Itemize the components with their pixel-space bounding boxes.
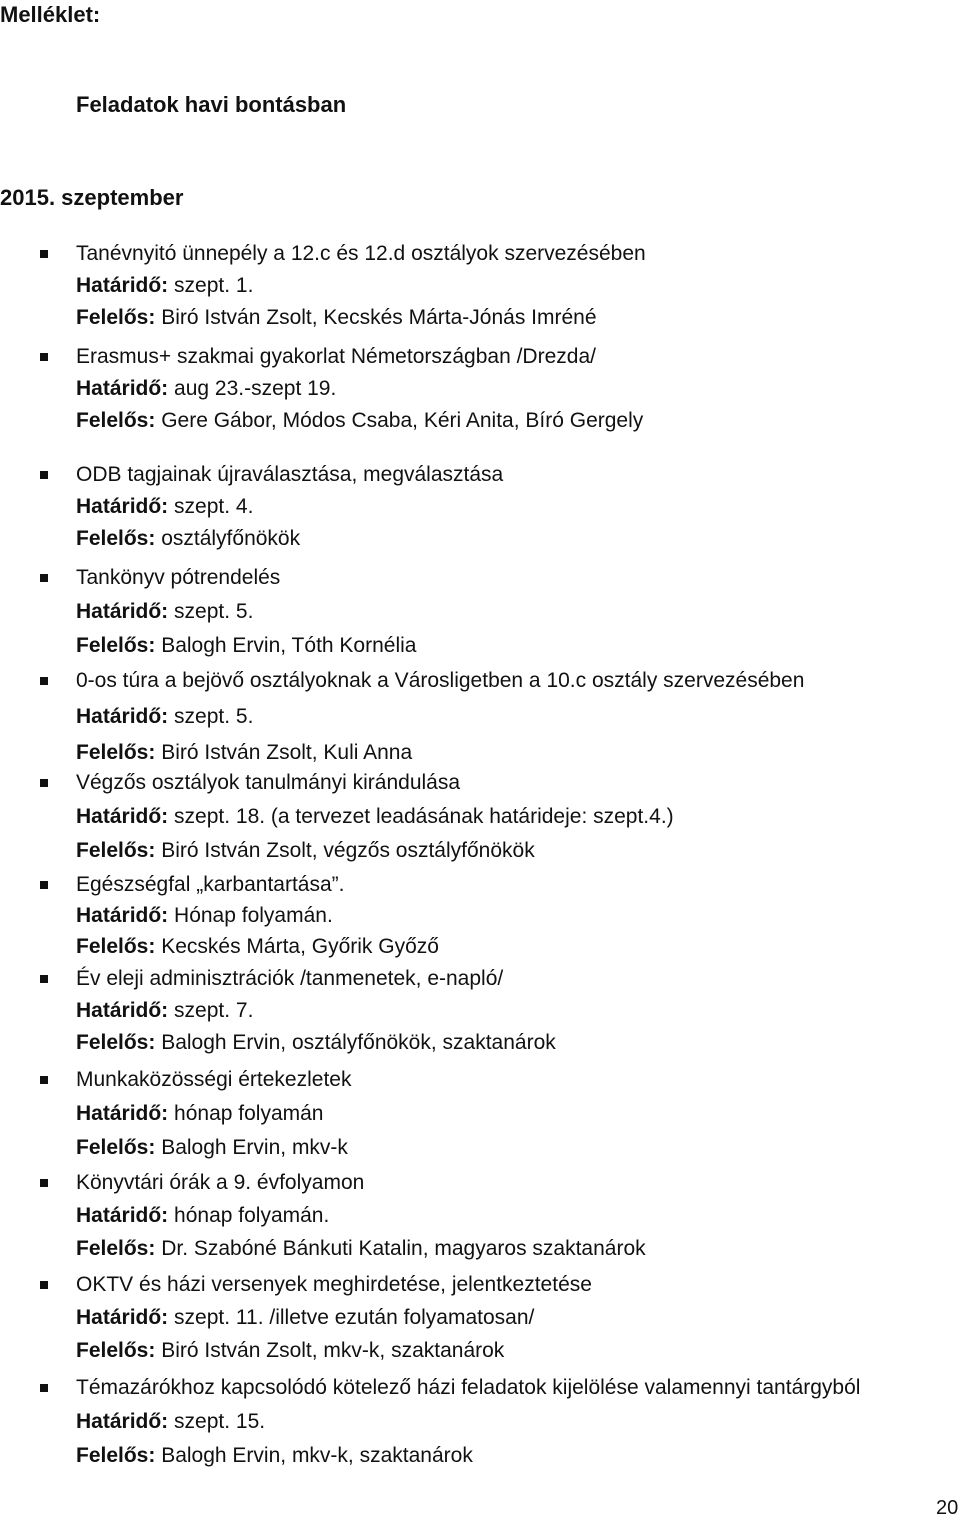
task-deadline	[76, 904, 333, 928]
bullet-icon	[40, 1179, 48, 1187]
deadline-value: szept. 18. (a tervezet leadásának határideje: szept.4.)	[174, 805, 674, 828]
responsible-label: Felelős:	[76, 1237, 156, 1260]
task-responsible	[76, 935, 439, 959]
deadline-label: Határidő:	[76, 705, 169, 728]
deadline-value: szept. 1.	[174, 274, 254, 297]
page-number: 20	[936, 1497, 959, 1519]
deadline-label: Határidő:	[76, 600, 169, 623]
task-responsible	[76, 1136, 348, 1160]
responsible-value: Biró István Zsolt, mkv-k, szaktanárok	[161, 1339, 505, 1362]
task-deadline	[76, 805, 674, 829]
deadline-value: Hónap folyamán.	[174, 904, 333, 927]
responsible-label: Felelős:	[76, 839, 156, 862]
bullet-icon	[40, 353, 48, 361]
deadline-value: hónap folyamán.	[174, 1204, 330, 1227]
task-title: Témazárókhoz kapcsolódó kötelező házi feladatok kijelölése valamennyi tantárgyból	[76, 1376, 861, 1399]
task-deadline	[76, 705, 253, 729]
task-responsible	[76, 409, 643, 433]
deadline-label: Határidő:	[76, 999, 169, 1022]
task-responsible	[76, 527, 300, 551]
task-responsible	[76, 1031, 556, 1055]
task-title: OKTV és házi versenyek meghirdetése, jelentkeztetése	[76, 1273, 592, 1296]
document-subtitle: Feladatok havi bontásban	[76, 92, 347, 117]
month-heading: 2015. szeptember	[0, 185, 184, 210]
deadline-value: hónap folyamán	[174, 1102, 324, 1125]
responsible-value: Biró István Zsolt, Kuli Anna	[161, 741, 413, 764]
deadline-value: szept. 5.	[174, 600, 254, 623]
deadline-label: Határidő:	[76, 1410, 169, 1433]
task-title: Tanévnyitó ünnepély a 12.c és 12.d osztályok szervezésében	[76, 242, 646, 265]
task-title: Erasmus+ szakmai gyakorlat Németországban /Drezda/	[76, 345, 596, 368]
responsible-label: Felelős:	[76, 527, 156, 550]
responsible-label: Felelős:	[76, 935, 156, 958]
task-deadline	[76, 377, 336, 401]
responsible-value: Balogh Ervin, mkv-k	[161, 1136, 348, 1159]
responsible-value: Balogh Ervin, mkv-k, szaktanárok	[161, 1444, 473, 1467]
bullet-icon	[40, 1384, 48, 1392]
task-responsible	[76, 634, 416, 658]
bullet-icon	[40, 250, 48, 258]
responsible-value: Biró István Zsolt, végzős osztályfőnökök	[161, 839, 535, 862]
deadline-value: szept. 15.	[174, 1410, 266, 1433]
task-title: Könyvtári órák a 9. évfolyamon	[76, 1171, 365, 1194]
responsible-value: Balogh Ervin, osztályfőnökök, szaktanárok	[161, 1031, 556, 1054]
task-deadline	[76, 1410, 265, 1434]
deadline-label: Határidő:	[76, 495, 169, 518]
task-deadline	[76, 600, 253, 624]
responsible-label: Felelős:	[76, 1339, 156, 1362]
deadline-value: szept. 7.	[174, 999, 254, 1022]
task-responsible	[76, 741, 412, 765]
deadline-label: Határidő:	[76, 377, 169, 400]
task-deadline	[76, 274, 253, 298]
deadline-value: szept. 11. /illetve ezután folyamatosan/	[174, 1306, 535, 1329]
responsible-label: Felelős:	[76, 741, 156, 764]
responsible-label: Felelős:	[76, 1136, 156, 1159]
deadline-label: Határidő:	[76, 1102, 169, 1125]
deadline-value: szept. 5.	[174, 705, 254, 728]
deadline-label: Határidő:	[76, 1306, 169, 1329]
bullet-icon	[40, 881, 48, 889]
task-title: 0-os túra a bejövő osztályoknak a Városligetben a 10.c osztály szervezésében	[76, 669, 805, 692]
responsible-label: Felelős:	[76, 1444, 156, 1467]
responsible-value: Biró István Zsolt, Kecskés Márta-Jónás Imréné	[161, 306, 597, 329]
task-deadline	[76, 1306, 534, 1330]
task-responsible	[76, 1444, 473, 1468]
task-deadline	[76, 1204, 329, 1228]
task-deadline	[76, 495, 253, 519]
page-heading: Melléklet:	[0, 2, 101, 27]
task-title: ODB tagjainak újraválasztása, megválasztása	[76, 463, 504, 486]
responsible-label: Felelős:	[76, 1031, 156, 1054]
responsible-value: Balogh Ervin, Tóth Kornélia	[161, 634, 417, 657]
task-title: Végzős osztályok tanulmányi kirándulása	[76, 771, 461, 794]
task-responsible	[76, 1237, 646, 1261]
bullet-icon	[40, 574, 48, 582]
task-responsible	[76, 839, 535, 863]
bullet-icon	[40, 471, 48, 479]
task-title: Év eleji adminisztrációk /tanmenetek, e-napló/	[76, 967, 504, 990]
deadline-label: Határidő:	[76, 805, 169, 828]
task-responsible	[76, 1339, 504, 1363]
responsible-label: Felelős:	[76, 634, 156, 657]
task-title: Munkaközösségi értekezletek	[76, 1068, 352, 1091]
task-deadline	[76, 999, 253, 1023]
bullet-icon	[40, 1076, 48, 1084]
responsible-value: Kecskés Márta, Győrik Győző	[161, 935, 439, 958]
deadline-label: Határidő:	[76, 1204, 169, 1227]
responsible-label: Felelős:	[76, 409, 156, 432]
responsible-value: osztályfőnökök	[161, 527, 301, 550]
deadline-value: szept. 4.	[174, 495, 254, 518]
responsible-value: Dr. Szabóné Bánkuti Katalin, magyaros szaktanárok	[161, 1237, 646, 1260]
bullet-icon	[40, 1281, 48, 1289]
deadline-label: Határidő:	[76, 904, 169, 927]
task-title: Tankönyv pótrendelés	[76, 566, 281, 589]
task-responsible	[76, 306, 597, 330]
responsible-value: Gere Gábor, Módos Csaba, Kéri Anita, Bíró Gergely	[161, 409, 644, 432]
bullet-icon	[40, 677, 48, 685]
responsible-label: Felelős:	[76, 306, 156, 329]
task-deadline	[76, 1102, 323, 1126]
bullet-icon	[40, 779, 48, 787]
deadline-label: Határidő:	[76, 274, 169, 297]
deadline-value: aug 23.-szept 19.	[174, 377, 337, 400]
task-title: Egészségfal „karbantartása”.	[76, 873, 345, 896]
bullet-icon	[40, 975, 48, 983]
